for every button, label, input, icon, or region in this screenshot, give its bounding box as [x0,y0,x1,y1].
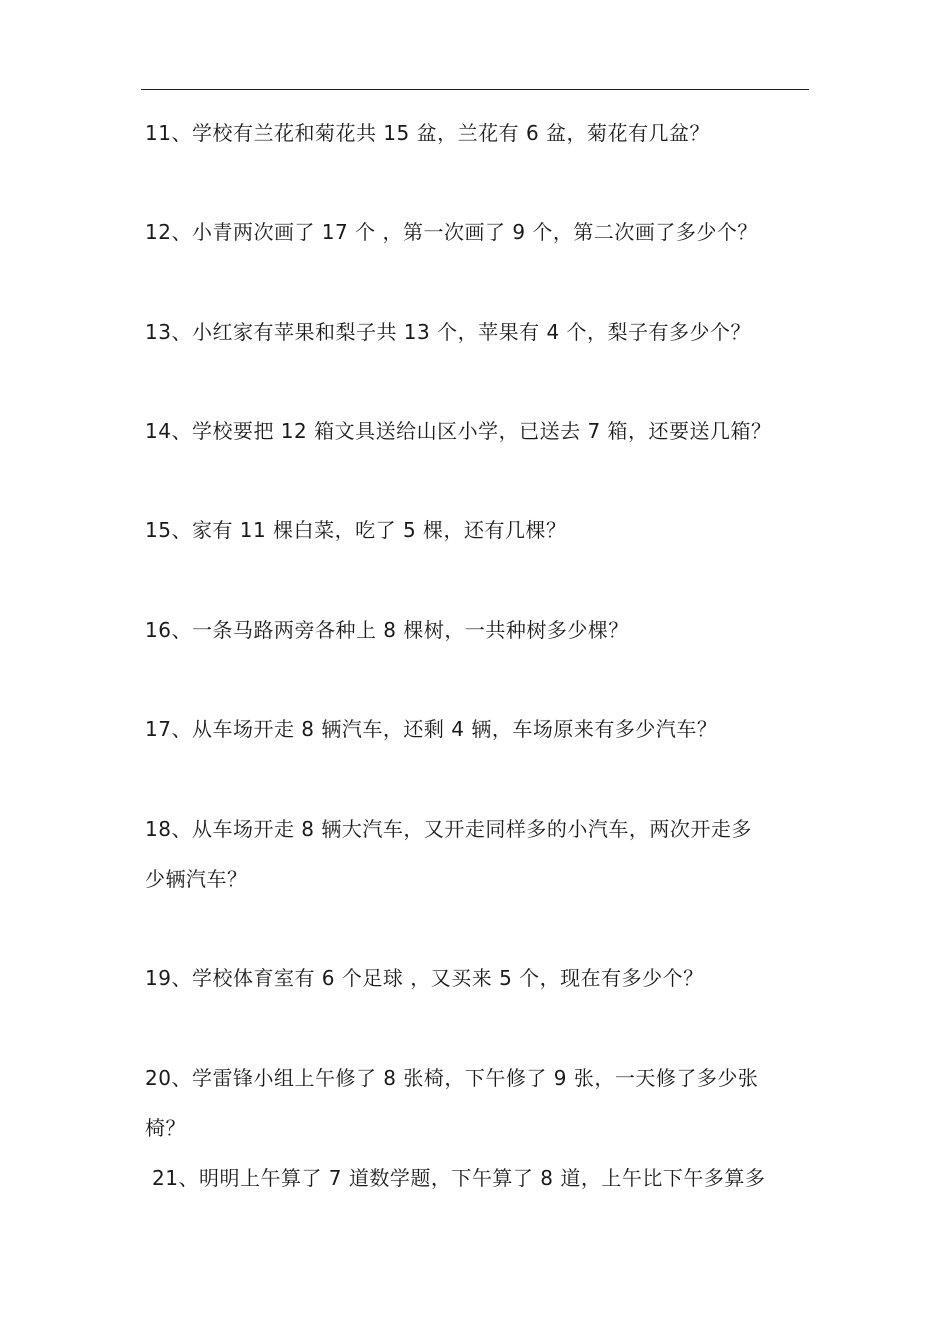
question-20 [145,1053,815,1153]
question-text: 21、明明上午算了 7 道数学题，下午算了 8 道，上午比下午多算多 [152,1166,766,1190]
question-19 [145,953,815,1003]
question-text: 13、小红家有苹果和梨子共 13 个，苹果有 4 个，梨子有多少个？ [145,320,752,344]
question-13 [145,307,815,357]
question-text: 17、从车场开走 8 辆汽车，还剩 4 辆，车场原来有多少汽车？ [145,717,718,741]
question-11 [145,108,815,158]
question-text: 14、学校要把 12 箱文具送给山区小学，已送去 7 箱，还要送几箱？ [145,419,772,443]
question-text: 11、学校有兰花和菊花共 15 盆，兰花有 6 盆，菊花有几盆？ [145,121,711,145]
question-12 [145,207,815,257]
question-text-line2: 椅？ [145,1116,186,1140]
question-text: 16、一条马路两旁各种上 8 棵树，一共种树多少棵？ [145,618,629,642]
question-text: 15、家有 11 棵白菜，吃了 5 棵，还有几棵？ [145,518,567,542]
question-17 [145,704,815,754]
question-14 [145,406,815,456]
question-text: 19、学校体育室有 6 个足球 ，又买来 5 个，现在有多少个？ [145,966,704,990]
question-text-line1: 20、学雷锋小组上午修了 8 张椅，下午修了 9 张，一天修了多少张 [145,1066,759,1090]
question-16 [145,605,815,655]
question-18 [145,804,815,904]
question-15 [145,505,815,555]
header-rule [141,89,809,90]
question-text-line1: 18、从车场开走 8 辆大汽车，又开走同样多的小汽车，两次开走多 [145,817,752,841]
question-21 [152,1153,822,1203]
question-text: 12、小青两次画了 17 个 ，第一次画了 9 个，第二次画了多少个？ [145,220,758,244]
question-text-line2: 少辆汽车？ [145,867,248,891]
